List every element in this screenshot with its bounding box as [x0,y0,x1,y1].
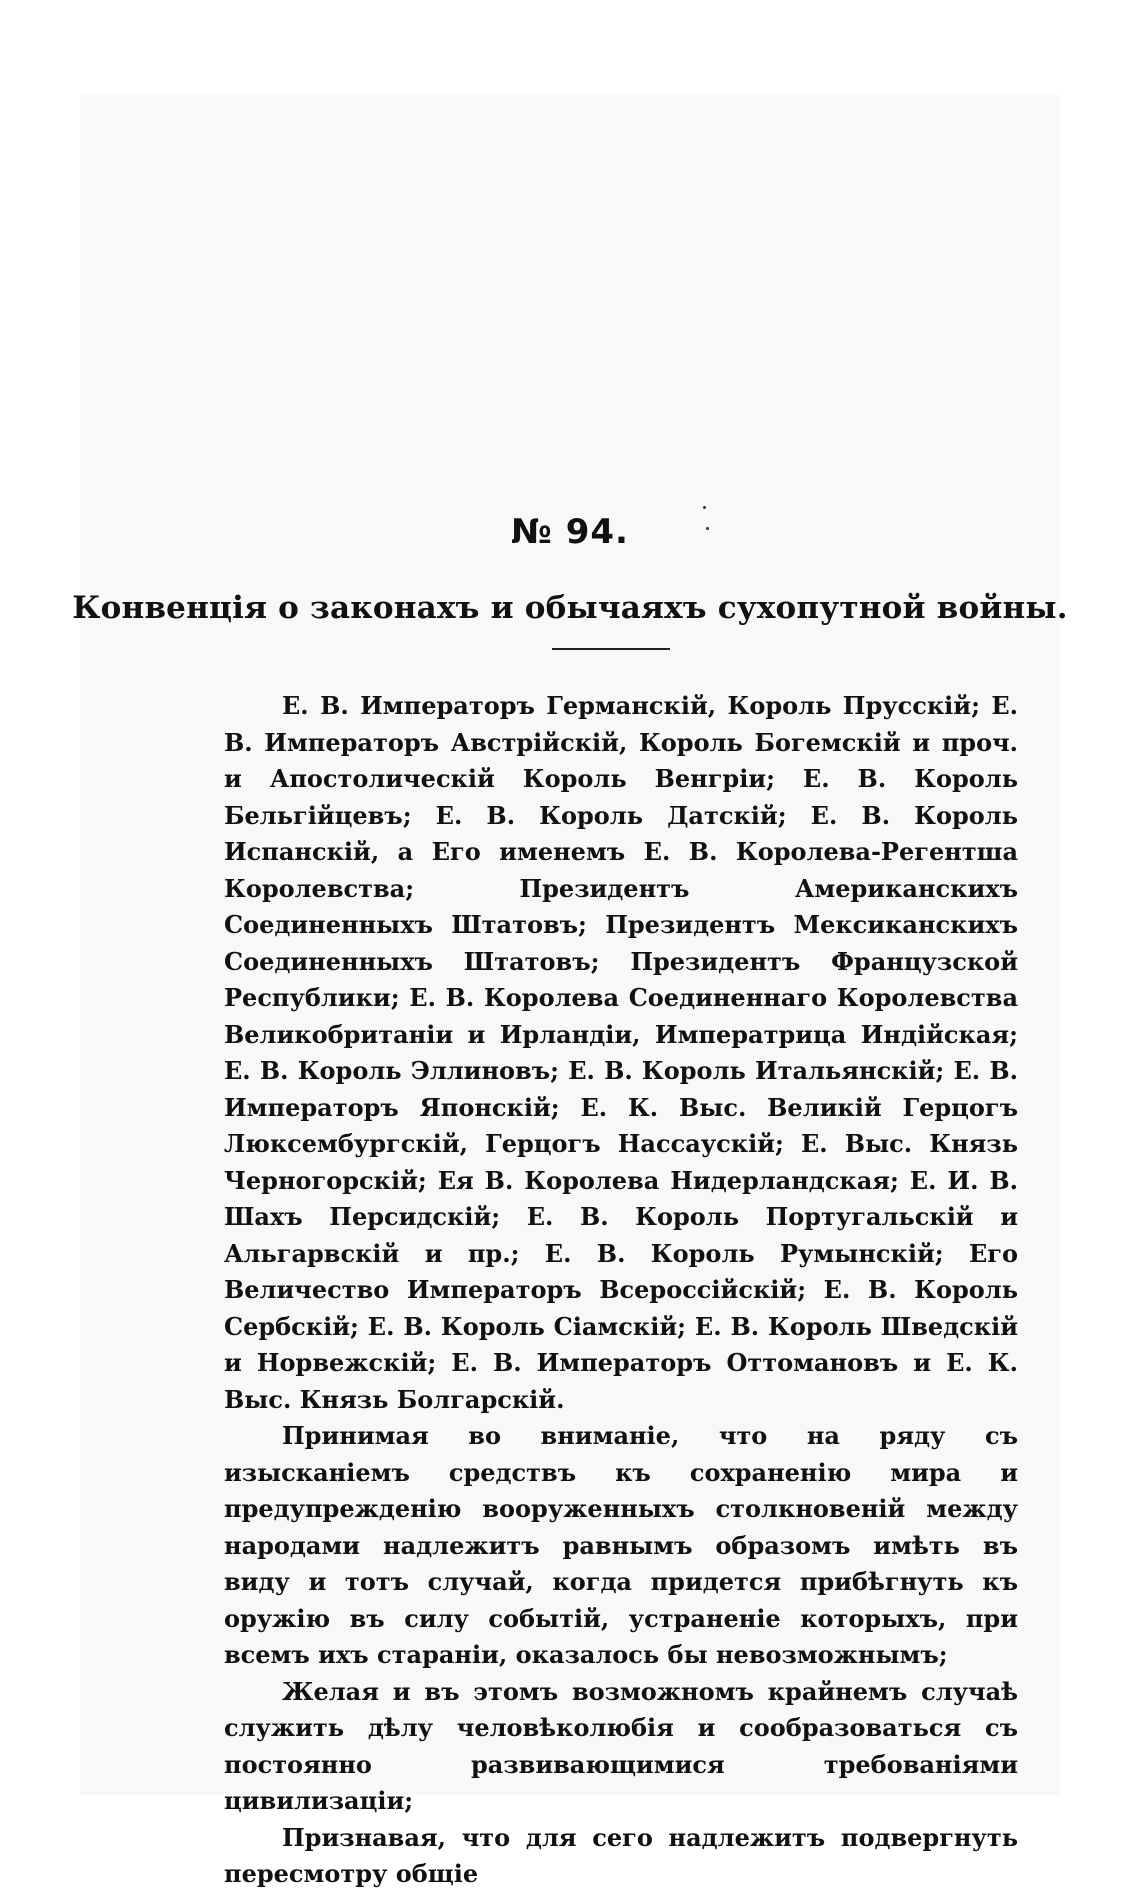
preamble-paragraph-sovereigns: Е. В. Императоръ Германскій, Король Прусскій; Е. В. Императоръ Австрійскій, Король Богемскій и проч. и Апостолическій Король Венгріи; Е. В. Король Бельгійцевъ; Е. В. Король Датскій; Е. В. Король Испанскій, а Его именемъ Е. В. Королева-Регентша Королевства; Президентъ Американскихъ Соединенныхъ Штатовъ; Президентъ Мексиканскихъ Соединенныхъ Штатовъ; Президентъ Французской Республики; Е. В. Королева Соединеннаго Королевства Великобританіи и Ирландіи, Императрица Индійская; Е. В. Король Эллиновъ; Е. В. Король Итальянскій; Е. В. Императоръ Японскій; Е. К. Выс. Великій Герцогъ Люксембургскій, Герцогъ Нассаускій; Е. Выс. Князь Черногорскій; Ея В. Королева Нидерландская; Е. И. В. Шахъ Персидскій; Е. В. Король Португальскій и Альгарвскій и пр.; Е. В. Король Румынскій; Его Величество Императоръ Всероссійскій; Е. В. Король Сербскій; Е. В. Король Сіамскій; Е. В. Король Шведскій и Норвежскій; Е. В. Императоръ Оттомановъ и Е. К. Выс. Князь Болгарскій. [224,691,1018,1414]
scan-speck [703,506,706,509]
preamble-paragraph-recognizing: Признавая, что для сего надлежитъ подвергнуть пересмотру общіе [224,1822,1018,1888]
title-divider [552,648,670,650]
document-body [224,688,1018,1893]
preamble-paragraph-desiring: Желая и въ этомъ возможномъ крайнемъ случаѣ служить дѣлу человѣколюбія и сообразоваться съ постоянно развивающимися требованіями цивилизаціи; [224,1676,1018,1815]
document-number: № 94. [511,512,629,552]
document-title: Конвенція о законахъ и обычаяхъ сухопутной войны. [72,590,1068,626]
preamble-paragraph-considering: Принимая во вниманіе, что на ряду съ изысканіемъ средствъ къ сохраненію мира и предупрежденію вооруженныхъ столкновеній между народами надлежитъ равнымъ образомъ имѣть въ виду и тотъ случай, когда придется прибѣгнуть къ оружію въ силу событій, устраненіе которыхъ, при всемъ ихъ стараніи, оказалось бы невозможнымъ; [224,1421,1018,1669]
